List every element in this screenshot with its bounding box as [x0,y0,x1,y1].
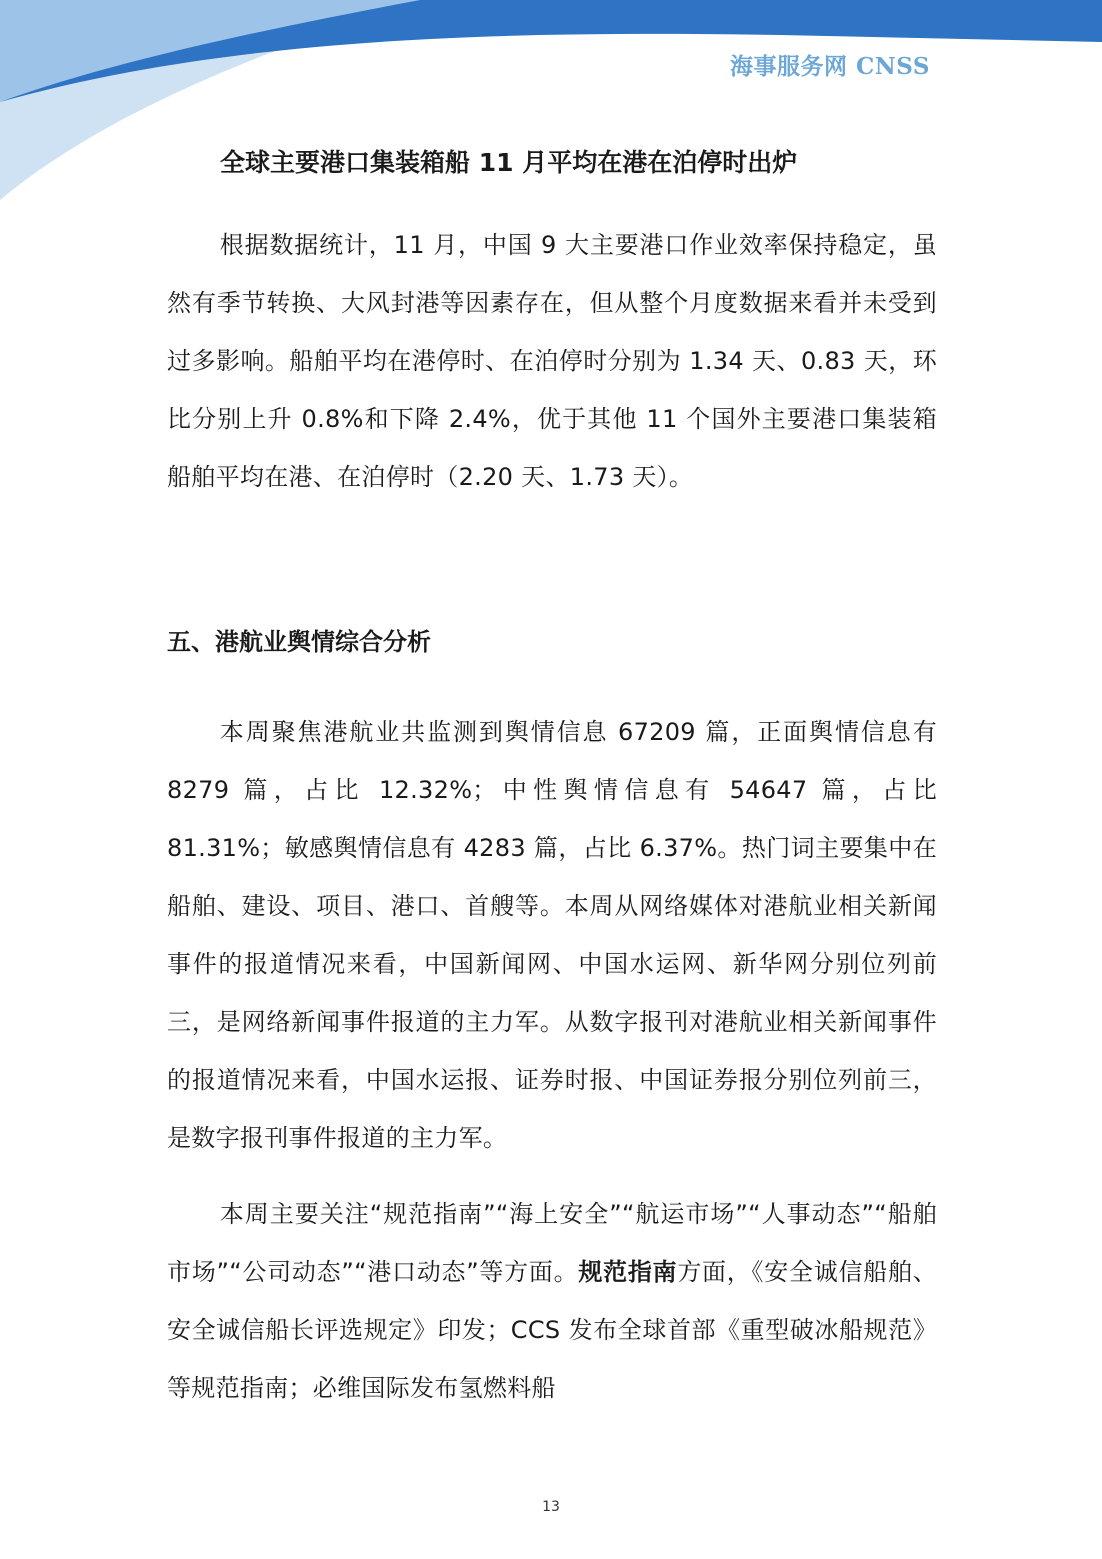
focus-bold-term: 规范指南 [578,1258,678,1286]
section-heading: 五、港航业舆情综合分析 [167,628,431,656]
page-content [167,138,937,1417]
focus-lead-text: 本周主要关注“规范指南”“海上安全”“航运市场”“人事动态”“船舶市场”“公司动态”“港口动态”等方面。 [167,1200,937,1286]
focus-rest-text: 方面，《安全诚信船舶、安全诚信船长评选规定》印发；CCS 发布全球首部《重型破冰船规范》等规范指南；必维国际发布氢燃料船 [167,1258,938,1402]
section-paragraph-statistics: 本周聚焦港航业共监测到舆情信息 67209 篇，正面舆情信息有 8279 篇，占比 12.32%；中性舆情信息有 54647 篇，占比 81.31%；敏感舆情信息有 4283 篇，占比 6.37%。热门词主要集中在船舶、建设、项目、港口、首艘等。本周从网络媒体对港航业相关新闻事件的报道情况来看，中国新闻网、中国水运网、新华网分别位列前三，是网络新闻事件报道的主力军。从数字报刊对港航业相关新闻事件的报道情况来看，中国水运报、证券时报、中国证券报分别位列前三，是数字报刊事件报道的主力军。 [167,718,937,1152]
section-paragraph-focus [167,1185,937,1417]
brand-logo-text: 海事服务网 CNSS [729,53,930,80]
article-paragraph: 根据数据统计，11 月，中国 9 大主要港口作业效率保持稳定，虽然有季节转换、大风封港等因素存在，但从整个月度数据来看并未受到过多影响。船舶平均在港停时、在泊停时分别为 1.34 天、0.83 天，环比分别上升 0.8%和下降 2.4%，优于其他 11 个国外主要港口集装箱船舶平均在港、在泊停时（2.20 天、1.73 天）。 [167,231,937,491]
page-number: 13 [542,1499,560,1515]
article-title: 全球主要港口集装箱船 11 月平均在港在泊停时出炉 [220,148,798,177]
